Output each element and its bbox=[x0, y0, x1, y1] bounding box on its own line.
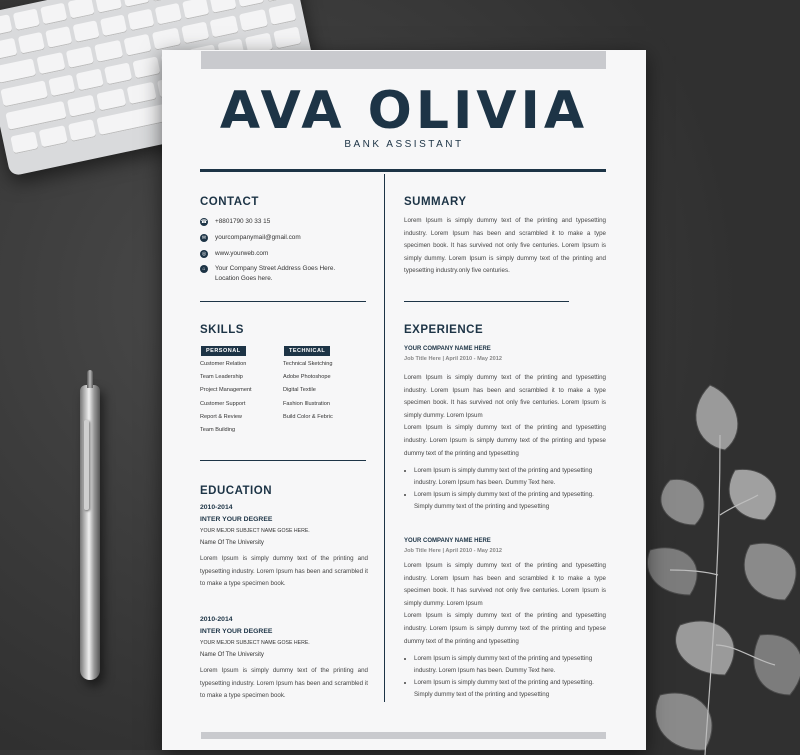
globe-icon: ◎ bbox=[201, 251, 207, 257]
edu-description: Lorem Ipsum is simply dummy text of the printing and typesetting industry. Lorem Ipsum has been and scrambled it to make a type specimen book. bbox=[200, 555, 368, 588]
summary-divider bbox=[404, 301, 569, 302]
edu-degree: INTER YOUR DEGREE bbox=[200, 628, 273, 635]
contact-title: CONTACT bbox=[200, 196, 259, 208]
summary-title: SUMMARY bbox=[404, 196, 467, 208]
resume-name: AVA OLIVIA bbox=[219, 81, 589, 141]
education-item bbox=[200, 502, 368, 591]
technical-skill: Build Color & Febric bbox=[283, 413, 333, 420]
column-divider bbox=[384, 174, 385, 702]
exp-bullet: • Lorem Ipsum is simply dummy text of the printing and typesetting industry. Lorem Ipsum has been. Dummy Text here. bbox=[414, 653, 606, 677]
contact-address bbox=[200, 264, 335, 284]
exp-date: Job Title Here | April 2010 - May 2012 bbox=[404, 356, 502, 362]
contact-email-text: yourcompanymail@gmail.com bbox=[215, 234, 301, 241]
pen-image bbox=[80, 385, 100, 680]
personal-skill: Team Building bbox=[200, 427, 236, 434]
edu-description: Lorem Ipsum is simply dummy text of the printing and typesetting industry. Lorem Ipsum has been and scrambled it to make a type specimen book. bbox=[200, 667, 368, 700]
edu-degree: INTER YOUR DEGREE bbox=[200, 516, 273, 523]
bottom-band bbox=[201, 732, 606, 739]
personal-skill: Customer Relation bbox=[200, 361, 247, 367]
exp-company: YOUR COMPANY NAME HERE bbox=[404, 538, 491, 544]
exp-text: Lorem Ipsum is simply dummy text of the printing and typesetting industry. Lorem Ipsum has been and scrambled it to make a type specimen book. It has survived not only five centuries. Lorem Ipsum is simply dummy. Lorem Ipsum bbox=[404, 374, 606, 419]
contact-email bbox=[200, 233, 301, 243]
exp-bullets bbox=[404, 653, 606, 701]
contact-phone-text: +8801790 30 33 15 bbox=[215, 218, 271, 225]
education-item bbox=[200, 614, 368, 703]
personal-skill: Team Leadership bbox=[200, 374, 243, 381]
plant-leaves-image bbox=[640, 375, 800, 755]
contact-web-text: www.yourweb.com bbox=[215, 250, 269, 257]
contact-address-text bbox=[215, 264, 335, 284]
edu-subject: YOUR MEJOR SUBJECT NAME GOSE HERE. bbox=[200, 640, 310, 646]
technical-skill: Digital Textile bbox=[283, 387, 316, 394]
edu-year: 2010-2014 bbox=[200, 616, 233, 623]
edu-subject: YOUR MEJOR SUBJECT NAME GOSE HERE. bbox=[200, 528, 310, 534]
edu-university: Name Of The University bbox=[200, 652, 264, 658]
technical-skill: Technical Sketching bbox=[283, 361, 333, 367]
technical-skill: Adobe Photoshope bbox=[283, 374, 331, 381]
address-line-1: Your Company Street Address Goes Here. bbox=[215, 265, 336, 272]
personal-skill: Customer Support bbox=[200, 400, 246, 407]
experience-item bbox=[404, 344, 606, 513]
resume-paper bbox=[162, 50, 646, 750]
personal-skill-list bbox=[200, 358, 252, 437]
technical-tag: TECHNICAL bbox=[284, 346, 330, 356]
exp-company: YOUR COMPANY NAME HERE bbox=[404, 346, 491, 352]
exp-bullet: • Lorem Ipsum is simply dummy text of the printing and typesetting. Simply dummy text of the printing and typesetting bbox=[414, 677, 606, 701]
experience-item bbox=[404, 536, 606, 701]
home-icon: ⌂ bbox=[200, 265, 208, 273]
address-line-2: Location Goes here. bbox=[215, 275, 273, 282]
skills-title: SKILLS bbox=[200, 324, 244, 336]
experience-title: EXPERIENCE bbox=[404, 324, 484, 336]
exp-bullets bbox=[404, 465, 606, 513]
exp-text: Lorem Ipsum is simply dummy text of the printing and typesetting industry. Lorem Ipsum has been and scrambled it to make a type specimen book. It has survived not only five centuries. Lorem Ipsum is simply dummy. Lorem Ipsum bbox=[404, 562, 606, 607]
resume-role: BANK ASSISTANT bbox=[344, 139, 464, 150]
pen-clip bbox=[84, 420, 89, 510]
email-icon: ✉ bbox=[201, 235, 207, 241]
top-band bbox=[201, 51, 606, 69]
edu-year: 2010-2014 bbox=[200, 504, 233, 511]
contact-divider bbox=[200, 301, 366, 302]
header-divider bbox=[200, 169, 606, 172]
exp-bullet: • Lorem Ipsum is simply dummy text of the printing and typesetting industry. Lorem Ipsum has been. Dummy Text here. bbox=[414, 465, 606, 489]
summary-text: Lorem Ipsum is simply dummy text of the printing and typesetting industry. Lorem Ipsum has been and scrambled it to make a type specimen book. It has survived not only five centuries. Lorem Ipsum is simply dummy. Lorem Ipsum is simply dummy text of the printing and typesetting industry.only five centuries. bbox=[404, 217, 606, 275]
technical-skill: Fashion Illustration bbox=[283, 400, 330, 407]
education-title: EDUCATION bbox=[200, 485, 273, 497]
exp-bullet: • Lorem Ipsum is simply dummy text of the printing and typesetting. Simply dummy text of the printing and typesetting bbox=[414, 489, 606, 513]
exp-date: Job Title Here | April 2010 - May 2012 bbox=[404, 548, 502, 554]
contact-web bbox=[200, 249, 268, 259]
edu-university: Name Of The University bbox=[200, 540, 264, 546]
exp-text: Lorem Ipsum is simply dummy text of the printing and typesetting industry. Lorem Ipsum is simply dummy text of the printing and typese dummy text of the printing and typesetting bbox=[404, 612, 606, 645]
personal-tag: PERSONAL bbox=[201, 346, 246, 356]
technical-skill-list bbox=[283, 358, 333, 424]
skills-divider bbox=[200, 460, 366, 461]
personal-skill: Project Management bbox=[200, 387, 252, 394]
exp-text: Lorem Ipsum is simply dummy text of the printing and typesetting industry. Lorem Ipsum is simply dummy text of the printing and typese dummy text of the printing and typesetting bbox=[404, 424, 606, 457]
contact-phone bbox=[200, 217, 270, 227]
personal-skill: Report & Review bbox=[200, 413, 242, 420]
phone-icon: ☎ bbox=[200, 219, 208, 225]
